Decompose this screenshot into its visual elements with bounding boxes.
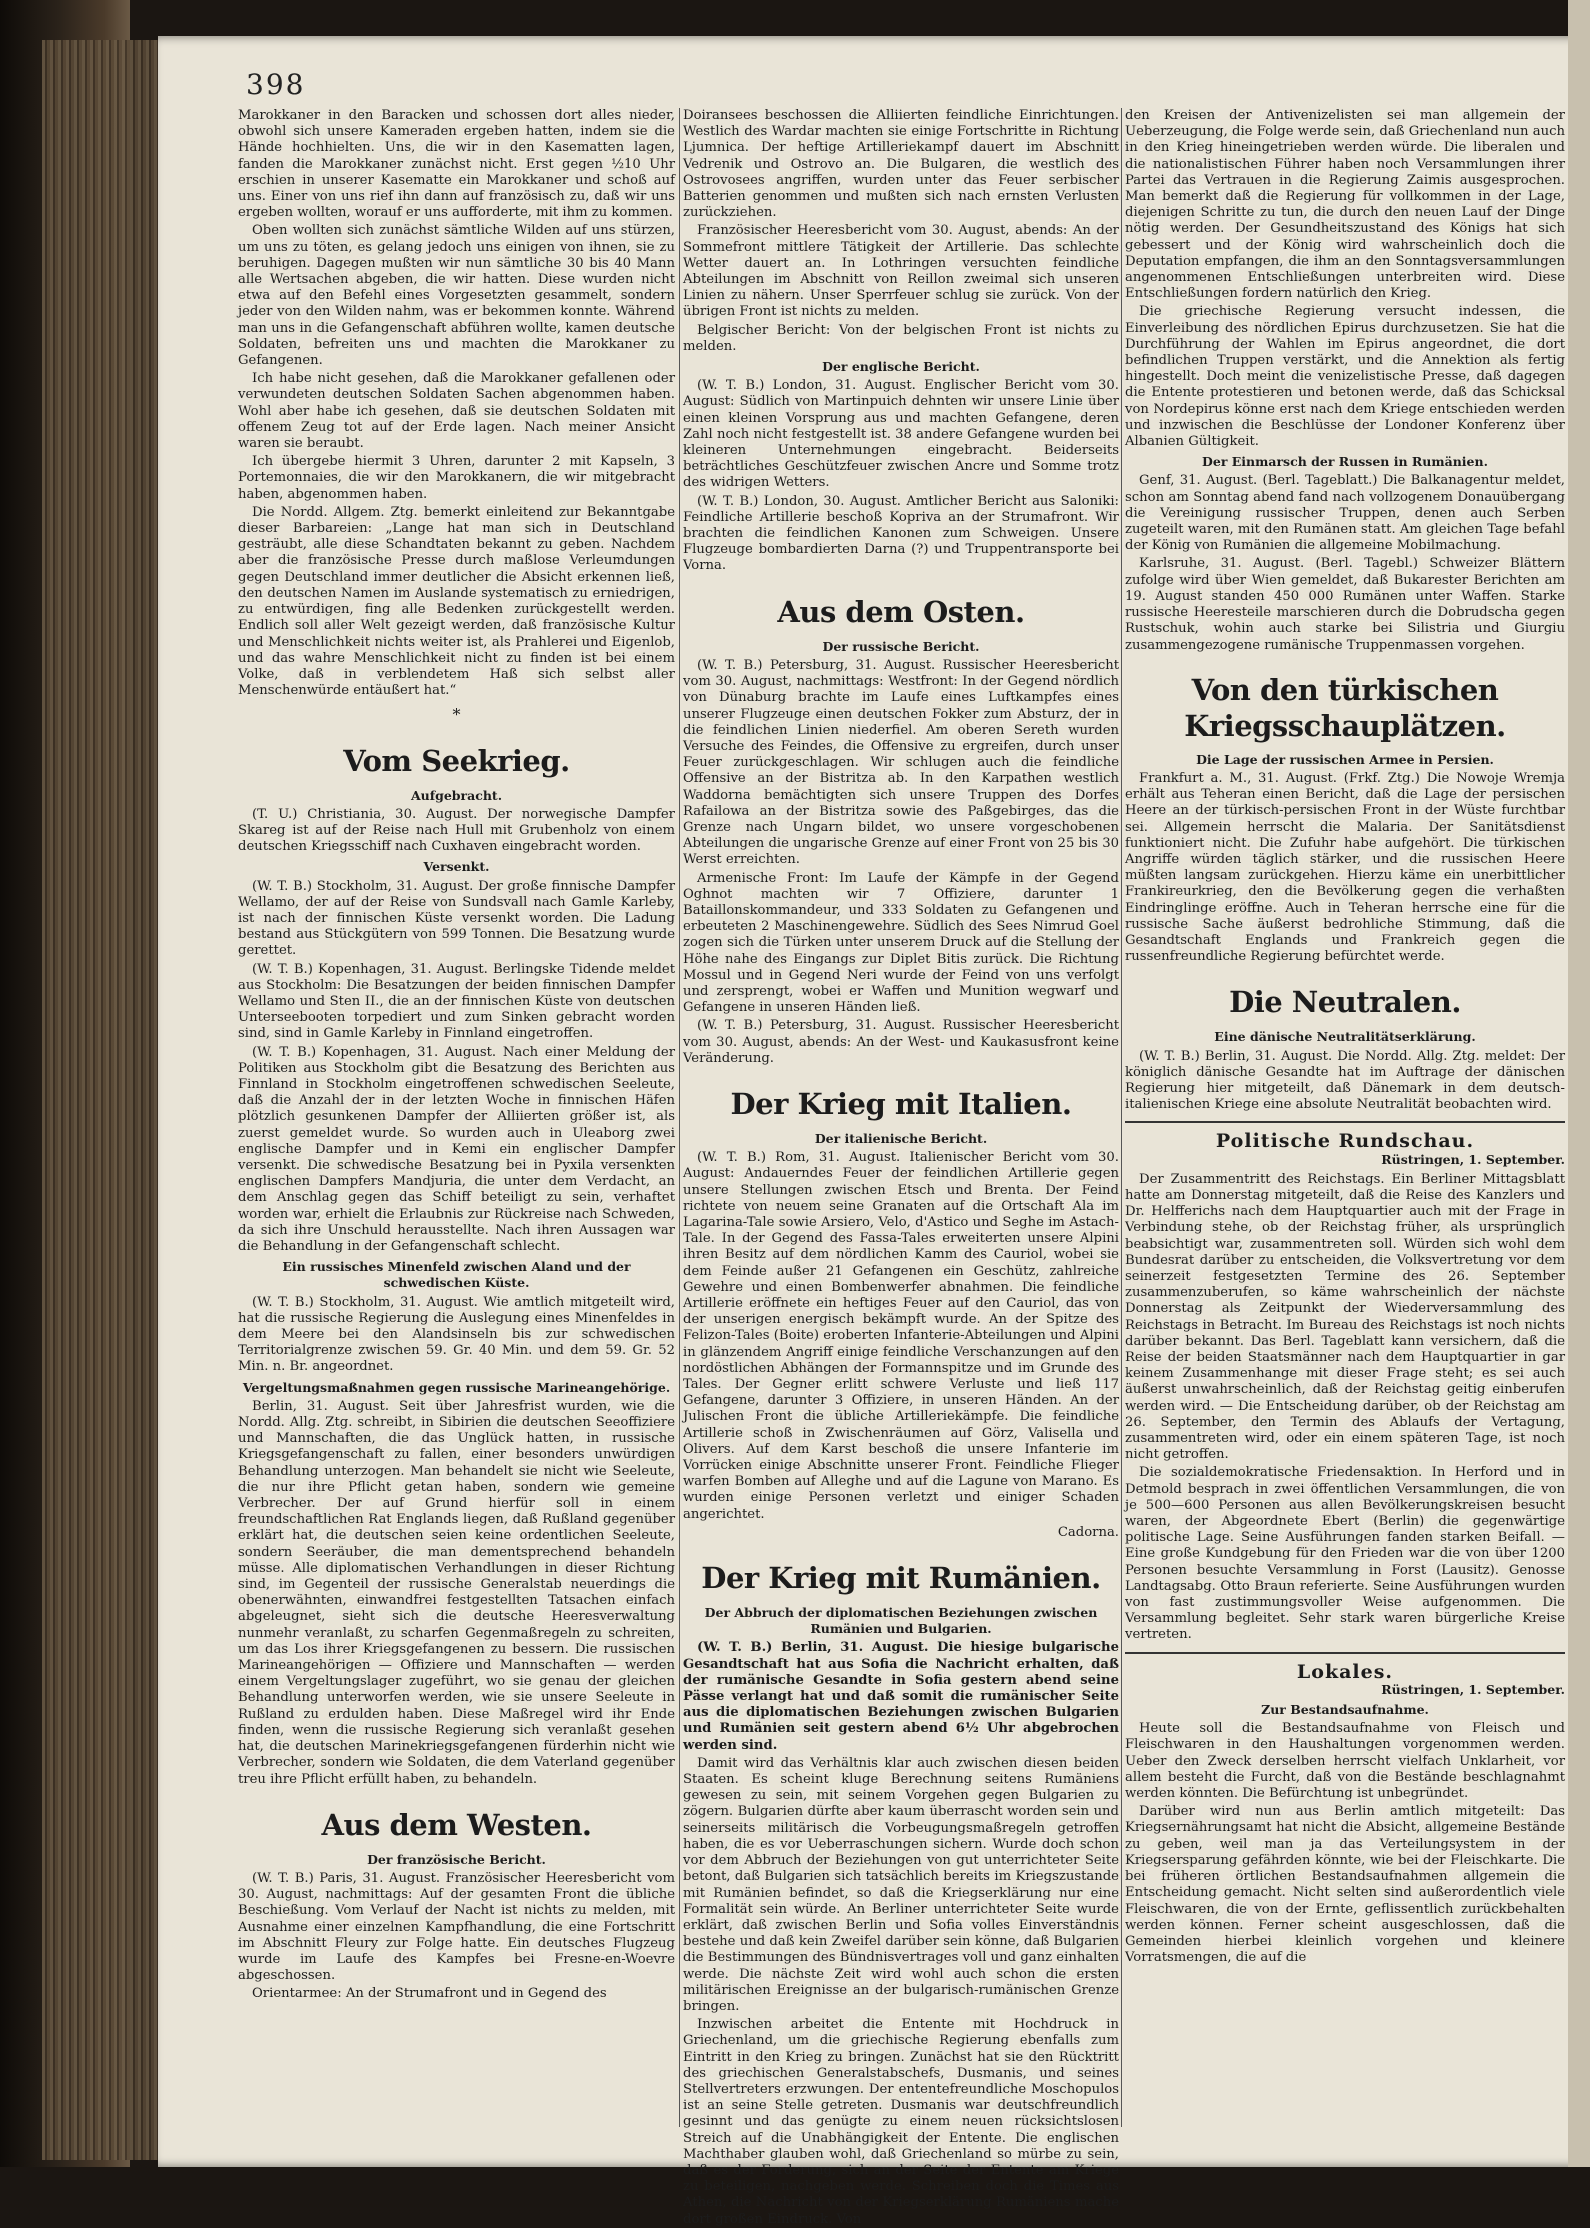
- section-heading: Lokales.: [1296, 1660, 1394, 1683]
- news-item: (W. T. B.) Petersburg, 31. August. Russischer Heeresbericht vom 30. August, abends: An der West- und Kaukasusfront keine Veränderung.: [683, 1018, 1119, 1066]
- news-item: (T. U.) Christiania, 30. August. Der norwegische Dampfer Skareg ist auf der Reise nach Hull mit Grubenholz von einem deutschen Kriegsschiff nach Cuxhaven eingebracht worden.: [238, 806, 675, 855]
- subheading: Vergeltungsmaßnahmen gegen russische Marineangehörige.: [242, 1379, 671, 1395]
- article-paragraph: Die griechische Regierung versucht indessen, die Einverleibung des nördlichen Epirus durchzusetzen. Sie hat die Durchführung der Wahlen im Epirus angeordnet, die dort befindlichen Truppen verstärkt, und die Annektion als fertig hingestellt. Doch meint die venizelistische Presse, daß dagegen die Entente protestieren und betonen werde, daß das Schicksal von Nordepirus könne erst nach dem Kriege entschieden werden und inzwischen die Beschlüsse der Londoner Konferenz über Albanien Gültigkeit.: [1125, 304, 1565, 450]
- page-margin-strip: [1568, 0, 1590, 2167]
- section-heading: Politische Rundschau.: [1215, 1130, 1475, 1153]
- article-paragraph: Inzwischen arbeitet die Entente mit Hochdruck in Griechenland, um die griechische Regierung ebenfalls zum Eintritt in den Krieg zu bringen. Zunächst hat sie den Rücktritt des griechischen Generalstabschefs, Dusmanis, und seines Stellvertreters erzwungen. Der ententefreundliche Moschopulos ist an seine Stelle getreten. Dusmanis war deutschfreundlich gesinnt und das genügte zu einem neuen rücksichtslosen Streich auf die Unabhängigkeit der Entente. Die englischen Machthaber glauben wohl, daß Griechenland so mürbe zu sein, daß es der Forderung, sich an der Seite der Entente am Kriege zu beteiligen, nachgeben werde. Schreiben doch die Times aus Athen, die Nachricht von der Kriegserklärung Rumäniens mache dort großen Eindruck. Von: [683, 2017, 1119, 2227]
- section-heading: Der Krieg mit Rumänien.: [701, 1561, 1101, 1596]
- subheading: Der russische Bericht.: [822, 638, 980, 654]
- article-paragraph: Oben wollten sich zunächst sämtliche Wilden auf uns stürzen, um uns zu töten, es gelang jedoch uns einigen von ihnen, sie zu beruhigen. Dagegen mußten wir nun sämtliche 30 bis 40 Mann alle Wertsachen abgeben, die wir hatten. Diese wurden nicht etwa auf den Befehl eines Vorgesetzten gesammelt, sondern jeder von den Wilden nahm, was er bekommen konnte. Während man uns in die Gefangenschaft abführen wollte, kamen deutsche Soldaten, befreiten uns und machten die Marokkaner zu Gefangenen.: [238, 223, 675, 369]
- article-paragraph: Die Nordd. Allgem. Ztg. bemerkt einleitend zur Bekanntgabe dieser Barbareien: „Lange hat man sich in Deutschland gesträubt, alle diese Schandtaten bekannt zu geben. Nachdem aber die französische Presse durch maßlose Verleumdungen gegen Deutschland immer deutlicher die Absicht erkennen ließ, den deutschen Namen im Auslande systematisch zu erniedrigen, zu entwürdigen, fing alle Bedenken zurückgestellt werden. Endlich soll aller Welt gezeigt werden, daß französische Kultur und Menschlichkeit nichts weiter ist, als Prahlerei und Eigenlob, und das wahre Menschlichkeit nicht zu finden ist bei einem Volke, daß in verblendetem Haß sich selbst aller Menschenwürde entäußert hat.“: [238, 504, 675, 699]
- news-item: (W. T. B.) Kopenhagen, 31. August. Nach einer Meldung der Politiken aus Stockholm gibt die Besatzung des Berichten aus Finnland in Stockholm eingetroffenen schwedischen Seeleute, daß die Anzahl der in der letzten Woche in finnischen Häfen plötzlich gesunkenen Dampfer der Alliierten größer ist, als zuerst gemeldet wurde. So wurden auch in Uleaborg zwei englische Dampfer und in Kemi ein englischer Dampfer versenkt. Die schwedische Besatzung bei in Pyxila versenkten englischen Dampfers Mandjuria, die unter dem Verdacht, an dem Anschlag gegen das Schiff beteiligt zu sein, verhaftet worden war, erhielt die Erlaubnis zur Rückreise nach Schweden, da sich ihre Unschuld herausstellte. Nach ihren Aussagen war die Behandlung in der Gefangenschaft schlecht.: [238, 1044, 675, 1254]
- subheading: Versenkt.: [423, 859, 490, 875]
- news-item: Französischer Heeresbericht vom 30. August, abends: An der Sommefront mittlere Tätigkeit der Artillerie. Das schlechte Wetter dauert an. In Lothringen versuchten feindliche Abteilungen im Abschnitt von Reillon zweimal sich unseren Linien zu nähern. Unser Sperrfeuer schlug sie zurück. Von der übrigen Front ist nichts zu melden.: [683, 223, 1119, 320]
- column-3: [1125, 108, 1565, 2127]
- column-2: [683, 108, 1119, 2227]
- news-item: (W. T. B.) London, 30. August. Amtlicher Bericht aus Saloniki: Feindliche Artillerie beschoß Kopriva an der Strumafront. Wir brachten die feindlichen Kanonen zum Schweigen. Unsere Flugzeuge bombardierten Darna (?) und Truppentransporte bei Vorna.: [683, 493, 1119, 574]
- column-rule: [679, 108, 680, 2127]
- section-heading: Die Neutralen.: [1229, 985, 1461, 1020]
- column-1: [238, 108, 675, 2127]
- subheading: Der Abbruch der diplomatischen Beziehungen zwischen Rumänien und Bulgarien.: [704, 1605, 1098, 1637]
- column-rule: [1121, 108, 1122, 2127]
- news-item: Karlsruhe, 31. August. (Berl. Tagebl.) Schweizer Blättern zufolge wird über Wien gemeldet, daß Bukarester Berichten am 19. August standen 450 000 Rumänen unter Waffen. Starke russische Heeresteile marschieren durch die Dobrudscha gegen Rustschuk, wohin auch starke bei Silistria und Giurgiu zusammengezogene rumänische Truppenmassen vorgehen.: [1125, 556, 1565, 653]
- section-divider-star: *: [452, 705, 461, 725]
- subheading: Der Einmarsch der Russen in Rumänien.: [1202, 454, 1488, 470]
- subheading: Zur Bestandsaufnahme.: [1261, 1702, 1429, 1718]
- page-number: 398: [246, 68, 306, 101]
- dateline: Rüstringen, 1. September.: [1381, 1681, 1565, 1697]
- subheading: Aufgebracht.: [410, 787, 503, 803]
- subheading: Eine dänische Neutralitätserklärung.: [1214, 1029, 1476, 1045]
- news-item: (W. T. B.) Paris, 31. August. Französischer Heeresbericht vom 30. August, nachmittags: Auf der gesamten Front die übliche Beschießung. Vom Verlauf der Nacht ist nichts zu melden, mit Ausnahme einer einzelnen Kampfhandlung, die eine Fortschritt im Abschnitt Fleury zur Folge hatte. Ein deutsches Flugzeug wurde im Laufe des Kampfes bei Fresne-en-Woevre abgeschossen.: [238, 1870, 675, 1984]
- news-item: Orientarmee: An der Strumafront und in Gegend des: [252, 1986, 607, 2002]
- section-rule: [1125, 1652, 1565, 1654]
- subheading: Die Lage der russischen Armee in Persien.: [1196, 751, 1494, 767]
- section-heading: Vom Seekrieg.: [343, 743, 570, 778]
- news-item: (W. T. B.) London, 31. August. Englischer Bericht vom 30. August: Südlich von Martinpuich dehnten wir unsere Linie über einen kleinen Vorsprung aus und machten Gefangene, deren Zahl noch nicht festgestellt ist. 38 andere Gefangene wurden bei kleineren Unternehmungen eingebracht. Beiderseits beträchtliches Geschützfeuer zwischen Ancre und Somme trotz des widrigen Wetters.: [683, 378, 1119, 491]
- page-edges: [42, 40, 162, 2160]
- article-paragraph: den Kreisen der Antivenizelisten sei man allgemein der Ueberzeugung, die Folge werde sein, daß Griechenland nun auch in den Krieg hineingetrieben werden würde. Die liberalen und die nationalistischen Führer haben noch Versammlungen ihrer Partei das Vertrauen in die Regierung Zaimis ausgesprochen. Man bemerkt daß die Regierung für vollkommen in der Lage, diejenigen Schritte zu tun, die durch den neuen Lauf der Dinge nötig werden. Der Gesundheitszustand des Königs hat sich gebessert und der König wird wahrscheinlich doch die Deputation empfangen, die ihm an den Sonntagsversammlungen angenommenen Entschließungen unterbreiten wird. Diese Entschließungen fordern natürlich den Krieg.: [1125, 108, 1565, 302]
- news-item: Belgischer Bericht: Von der belgischen Front ist nichts zu melden.: [683, 322, 1119, 354]
- news-item: (W. T. B.) Rom, 31. August. Italienischer Bericht vom 30. August: Andauerndes Feuer der feindlichen Artillerie gegen unsere Stellungen zwischen Etsch und Brenta. Der Feind richtete von neuem seine Granaten auf die Ortschaft Ala im Lagarina-Tale sowie Arsiero, Velo, d'Astico und Seghe im Astach-Tale. In der Gegend des Fassa-Tales erweiterten unsere Alpini ihren Besitz auf dem nördlichen Kamm des Cauriol, wobei sie dem Feinde außer 21 Gefangenen ein Geschütz, zahlreiche Gewehre und einen Bombenwerfer abnahmen. Die feindliche Artillerie eröffnete ein heftiges Feuer auf den Cauriol, das von der unserigen energisch bekämpft wurde. An der Spitze des Felizon-Tales (Boite) eroberten Infanterie-Abteilungen und Alpini in glänzendem Angriff einige feindliche Verschanzungen auf den nordöstlichen Abhängen der Formannspitze und im Grunde des Tales. Der Gegner erlitt schwere Verluste und ließ 117 Gefangene, darunter 3 Offiziere, in unseren Händen. An der Julischen Front die übliche Artilleriekämpfe. Die feindliche Artillerie schoß in Zwischenräumen auf Görz, Valisella und Olivers. Auf dem Karst beschoß die unsere Infanterie im Vorrücken einige Abschnitte unserer Front. Feindliche Flieger warfen Bomben auf Alleghe und auf die Lagune von Marano. Es wurden einige Personen verletzt und einiger Schaden angerichtet.: [683, 1150, 1119, 1522]
- section-heading: Aus dem Westen.: [321, 1807, 592, 1842]
- article-paragraph: Die sozialdemokratische Friedensaktion. In Herford und in Detmold besprach in zwei öffentlichen Versammlungen, die von je 500—600 Personen aus allen Bevölkerungskreisen besucht waren, der Abgeordnete Ebert (Berlin) die gegenwärtige politische Lage. Seine Ausführungen fanden starken Beifall. — Eine große Kundgebung für den Frieden war die von über 1200 Personen besuchte Versammlung in Forst (Lausitz). Genosse Landtagsabg. Otto Braun referierte. Seine Ausführungen wurden von fast zustimmungsvoller Weise aufgenommen. Die Versammlung begleitet. Sehr stark waren bürgerliche Kreise vertreten.: [1125, 1465, 1565, 1643]
- news-item: (W. T. B.) Stockholm, 31. August. Wie amtlich mitgeteilt wird, hat die russische Regierung die Auslegung eines Minenfeldes in dem Meere bei den Alandsinseln bis zur schwedischen Territorialgrenze zwischen 59. Gr. 40 Min. und dem 59. Gr. 52 Min. n. Br. angeordnet.: [238, 1294, 675, 1375]
- dateline: Rüstringen, 1. September.: [1381, 1151, 1565, 1167]
- news-item: (W. T. B.) Berlin, 31. August. Die Nordd. Allg. Ztg. meldet: Der königlich dänische Gesandte hat im Auftrage der dänischen Regierung hier mitgeteilt, daß Dänemark in dem deutsch-italienischen Kriege eine absolute Neutralität beobachten wird.: [1125, 1048, 1565, 1113]
- article-paragraph: Damit wird das Verhältnis klar auch zwischen diesen beiden Staaten. Es scheint kluge Berechnung seitens Rumäniens gewesen zu sein, mit seinem Vorgehen gegen Bulgarien zu zögern. Bulgarien dürfte aber kaum überrascht worden sein und seinerseits militärisch die Vorbeugungsmaßregeln getroffen haben, die es vor Ueberraschungen sichern. Wurde doch schon vor dem Abbruch der Beziehungen von gut unterrichteter Seite betont, daß Bulgarien sich tatsächlich bereits im Kriegszustande mit Rumänien befindet, so daß die Kriegserklärung nur eine Formalität sein würde. An Berliner unterrichteter Seite wurde erklärt, daß zwischen Berlin und Sofia volles Einverständnis bestehe und daß kein Zweifel darüber sein könne, daß Bulgarien die Bestimmungen des Bündnisvertrages voll und ganz einhalten werde. Die nächste Zeit wird wohl auch schon die ersten militärischen Ereignisse an der bulgarisch-rumänischen Grenze bringen.: [683, 1755, 1119, 2014]
- signature: Cadorna.: [1057, 1524, 1119, 1540]
- news-item: Genf, 31. August. (Berl. Tageblatt.) Die Balkanagentur meldet, schon am Sonntag abend fand nach vollzogenem Donauübergang die Vereinigung russischer Truppen, denen auch Serben zugeteilt waren, mit den Rumänen statt. Am gleichen Tage befahl der König von Rumänien die allgemeine Mobilmachung.: [1125, 473, 1565, 554]
- article-paragraph: Der Zusammentritt des Reichstags. Ein Berliner Mittagsblatt hatte am Donnerstag mitgeteilt, daß die Reise des Kanzlers und Dr. Helfferichs nach dem Hauptquartier auch mit der Frage in Verbindung stehe, ob der Reichstag früher, als ursprünglich beabsichtigt war, zusammentreten soll. Würden sich wohl dem Bundesrat darüber zu entscheiden, die Volksvertretung vor dem seinerzeit festgesetzten Termine des 26. September zusammenzuberufen, so käme wahrscheinlich der nächste Donnerstag als Zeitpunkt der Wiederversammlung des Reichstags in Betracht. Im Bureau des Reichstags ist noch nichts darüber bekannt. Das Berl. Tageblatt kann versichern, daß die Reise der beiden Staatsmänner nach dem Hauptquartier in gar keinem Zusammenhange mit dieser Frage steht; es sei auch äußerst unwahrscheinlich, daß der Reichstag geitig einberufen werden wird. — Die Entscheidung darüber, ob der Reichstag am 26. September, den Termin des Ablaufs der Vertagung, zusammentreten wird, oder ein einem späteren Tage, ist noch nicht getroffen.: [1125, 1171, 1565, 1463]
- news-item: (W. T. B.) Kopenhagen, 31. August. Berlingske Tidende meldet aus Stockholm: Die Besatzungen der beiden finnischen Dampfer Wellamo und Sten II., die an der finnischen Küste von deutschen Unterseebooten torpediert und zum Sinken gebracht worden sind, sind in Gamle Karleby in Finnland eingetroffen.: [238, 961, 675, 1042]
- article-paragraph: Ich übergebe hiermit 3 Uhren, darunter 2 mit Kapseln, 3 Portemonnaies, die wir den Marokkanern, die wir mitgebracht haben, abgenommen haben.: [238, 454, 675, 502]
- section-heading: Der Krieg mit Italien.: [730, 1086, 1072, 1121]
- subheading: Der italienische Bericht.: [814, 1130, 988, 1146]
- article-paragraph: Heute soll die Bestandsaufnahme von Fleisch und Fleischwaren in den Haushaltungen vorgenommen werden. Ueber den Zweck derselben herrscht vielfach Unklarheit, vor allem besteht die Furcht, daß von die Bestände beschlagnahmt werden könnten. Die Befürchtung ist unbegründet.: [1125, 1721, 1565, 1802]
- news-item: (W. T. B.) Berlin, 31. August. Die hiesige bulgarische Gesandtschaft hat aus Sofia die Nachricht erhalten, daß der rumänische Gesandte in Sofia gestern abend seine Pässe verlangt hat und daß somit die rumänischer Seite aus die diplomatischen Beziehungen zwischen Bulgarien und Rumänien seit gestern abend 6½ Uhr abgebrochen werden sind.: [683, 1640, 1119, 1753]
- article-paragraph: Darüber wird nun aus Berlin amtlich mitgeteilt: Das Kriegsernährungsamt hat nicht die Absicht, allgemeine Bestände zu geben, weil man ja das Verteilungsystem in der Kriegsersparung gefährden könnte, wie bei der Fleischkarte. Die bei früheren örtlichen Bestandsaufnahmen allgemein die Entscheidung gemacht. Nicht selten sind außerordentlich viele Fleischwaren, die von der Ernte, geflissentlich zurückbehalten werden können. Ferner scheint ausgeschlossen, daß die Gemeinden hierbei kleinlich vorgehen und kleinere Vorratsmengen, die auf die: [1125, 1804, 1565, 1966]
- article-paragraph: Marokkaner in den Baracken und schossen dort alles nieder, obwohl sich unsere Kameraden ergeben hatten, indem sie die Hände hochhielten. Uns, die wir in den Kasematten lagen, fanden die Marokkaner zunächst nicht. Erst gegen ½10 Uhr erschien in unserer Kasematte ein Marokkaner und schoß auf uns. Einer von uns rief ihn dann auf französisch zu, daß wir uns ergeben wollten, worauf er uns aufforderte, mit ihm zu kommen.: [238, 108, 675, 221]
- news-item: Armenische Front: Im Laufe der Kämpfe in der Gegend Oghnot machten wir 7 Offiziere, darunter 1 Bataillonskommandeur, und 333 Soldaten zu Gefangenen und erbeuteten 2 Maschinengewehre. Südlich des Sees Nimrud Goel zogen sich die Türken unter unserem Druck auf die Stellung der Höhe nahe des Eingangs zur Diplet Bitis zurück. Die Richtung Mossul und in Gegend Neri wurde der Feind von uns verfolgt und zersprengt, wobei er Waffen und Munition wegwarf und Gefangene in unseren Händen ließ.: [683, 870, 1119, 1016]
- article-paragraph: Ich habe nicht gesehen, daß die Marokkaner gefallenen oder verwundeten deutschen Soldaten Sachen abgenommen haben. Wohl aber habe ich gesehen, daß sie deutschen Soldaten mit offenem Zeug tot auf der Erde lagen. Nach meiner Ansicht waren sie beraubt.: [238, 371, 675, 452]
- subheading: Der französische Bericht.: [367, 1851, 546, 1867]
- article-paragraph: Doiransees beschossen die Alliierten feindliche Einrichtungen. Westlich des Wardar machten sie einige Fortschritte in Richtung Ljumnica. Der heftige Artilleriekampf dauert im Abschnitt Vedrenik und Ostrovo an. Die Bulgaren, die westlich des Ostrovosees angriffen, wurden unter das Feuer serbischer Batterien genommen und mußten sich nach ernsten Verlusten zurückziehen.: [683, 108, 1119, 221]
- news-item: (W. T. B.) Petersburg, 31. August. Russischer Heeresbericht vom 30. August, nachmittags: Westfront: In der Gegend nördlich von Dünaburg brachte im Laufe eines Luftkampfes eines unserer Flugzeuge einen deutschen Fokker zum Absturz, der in die feindlichen Linien niederfiel. Am oberen Sereth wurden Versuche des Feindes, die Offensive zu ergreifen, durch unser Feuer zurückgeschlagen. Wir schlugen auch die feindliche Offensive an der Bistritza ab. In den Karpathen westlich Waddorna bemächtigten sich unsere Truppen des Dorfes Rafailowa an der Bistritza sowie des Paßgebirges, das die Grenze nach Ungarn bildet, wo unsere vorgeschobenen Abteilungen die ungarische Grenze auf einer Front von 25 bis 30 Werst erreichten.: [683, 657, 1119, 868]
- section-rule: [1125, 1121, 1565, 1123]
- news-item: Frankfurt a. M., 31. August. (Frkf. Ztg.) Die Nowoje Wremja erhält aus Teheran einen Bericht, daß die Lage der persischen Heere an der türkisch-persischen Front in der Wüste furchtbar sei. Allgemein herrscht die Malaria. Der Sanitätsdienst funktioniert nicht. Die Zufuhr habe aufgehört. Die türkischen Angriffe würden täglich stärker, und die russischen Heere müßten langsam zurückgehen. Hierzu käme ein unerbittlicher Frankireurkrieg, den die Bevölkerung gegen die verhaßten Eindringlinge eröffne. Auch in Teheran herrsche eine für die russische Sache äußerst bedrohliche Stimmung, daß die Gesandtschaft Englands und Frankreich gegen die russenfreundliche Regierung befürchtet werde.: [1125, 770, 1565, 965]
- news-item: Berlin, 31. August. Seit über Jahresfrist wurden, wie die Nordd. Allg. Ztg. schreibt, in Sibirien die deutschen Seeoffiziere und Mannschaften, die das Unglück hatten, in russische Kriegsgefangenschaft zu fallen, einer besonders unwürdigen Behandlung unterzogen. Man behandelt sie nicht wie Seeleute, die nur ihre Pflicht getan haben, sondern wie gemeine Verbrecher. Der auf Grund hierfür soll in einem freundschaftlichen Rat Englands liegen, daß Rußland gegenüber erklärt hat, die deutschen seien keine ordentlichen Seeleute, sondern Seeräuber, die man dementsprechend behandeln müsse. Alle diplomatischen Verhandlungen in dieser Richtung sind, im Gegenteil der russische Generalstab neuerdings die obenerwähnten, einwandfrei festgestellten Tatsachen einfach abgeleugnet, sieht sich die deutsche Heeresverwaltung nunmehr veranlaßt, zu scharfen Gegenmaßregeln zu schreiten, um das Los ihrer Kriegsgefangenen zu bessern. Die russischen Marineangehörigen — Offiziere und Mannschaften — werden einem Vergeltungslager zugeführt, wo sie genau der gleichen Behandlung unterworfen werden, wie sie unsere Seeleute in Rußland zu erdulden haben. Diese Maßregel wird ihr Ende finden, wenn die russische Regierung sich veranlaßt gesehen hat, die deutschen Marinekriegsgefangenen fürderhin nicht wie Verbrecher, sondern wie Soldaten, die dem Vaterland gegenüber treu ihre Pflicht erfüllt haben, zu behandeln.: [238, 1398, 675, 1787]
- subheading: Ein russisches Minenfeld zwischen Aland und der schwedischen Küste.: [282, 1259, 631, 1291]
- news-item: (W. T. B.) Stockholm, 31. August. Der große finnische Dampfer Wellamo, der auf der Reise von Sundsvall nach Gamle Karleby, ist nach der finnischen Küste versenkt worden. Die Ladung bestand aus Stückgütern von 599 Tonnen. Die Besatzung wurde gerettet.: [238, 878, 675, 959]
- section-heading: Aus dem Osten.: [777, 594, 1025, 629]
- subheading: Der englische Bericht.: [822, 359, 980, 375]
- section-heading: Von den türkischen Kriegsschauplätzen.: [1184, 672, 1506, 743]
